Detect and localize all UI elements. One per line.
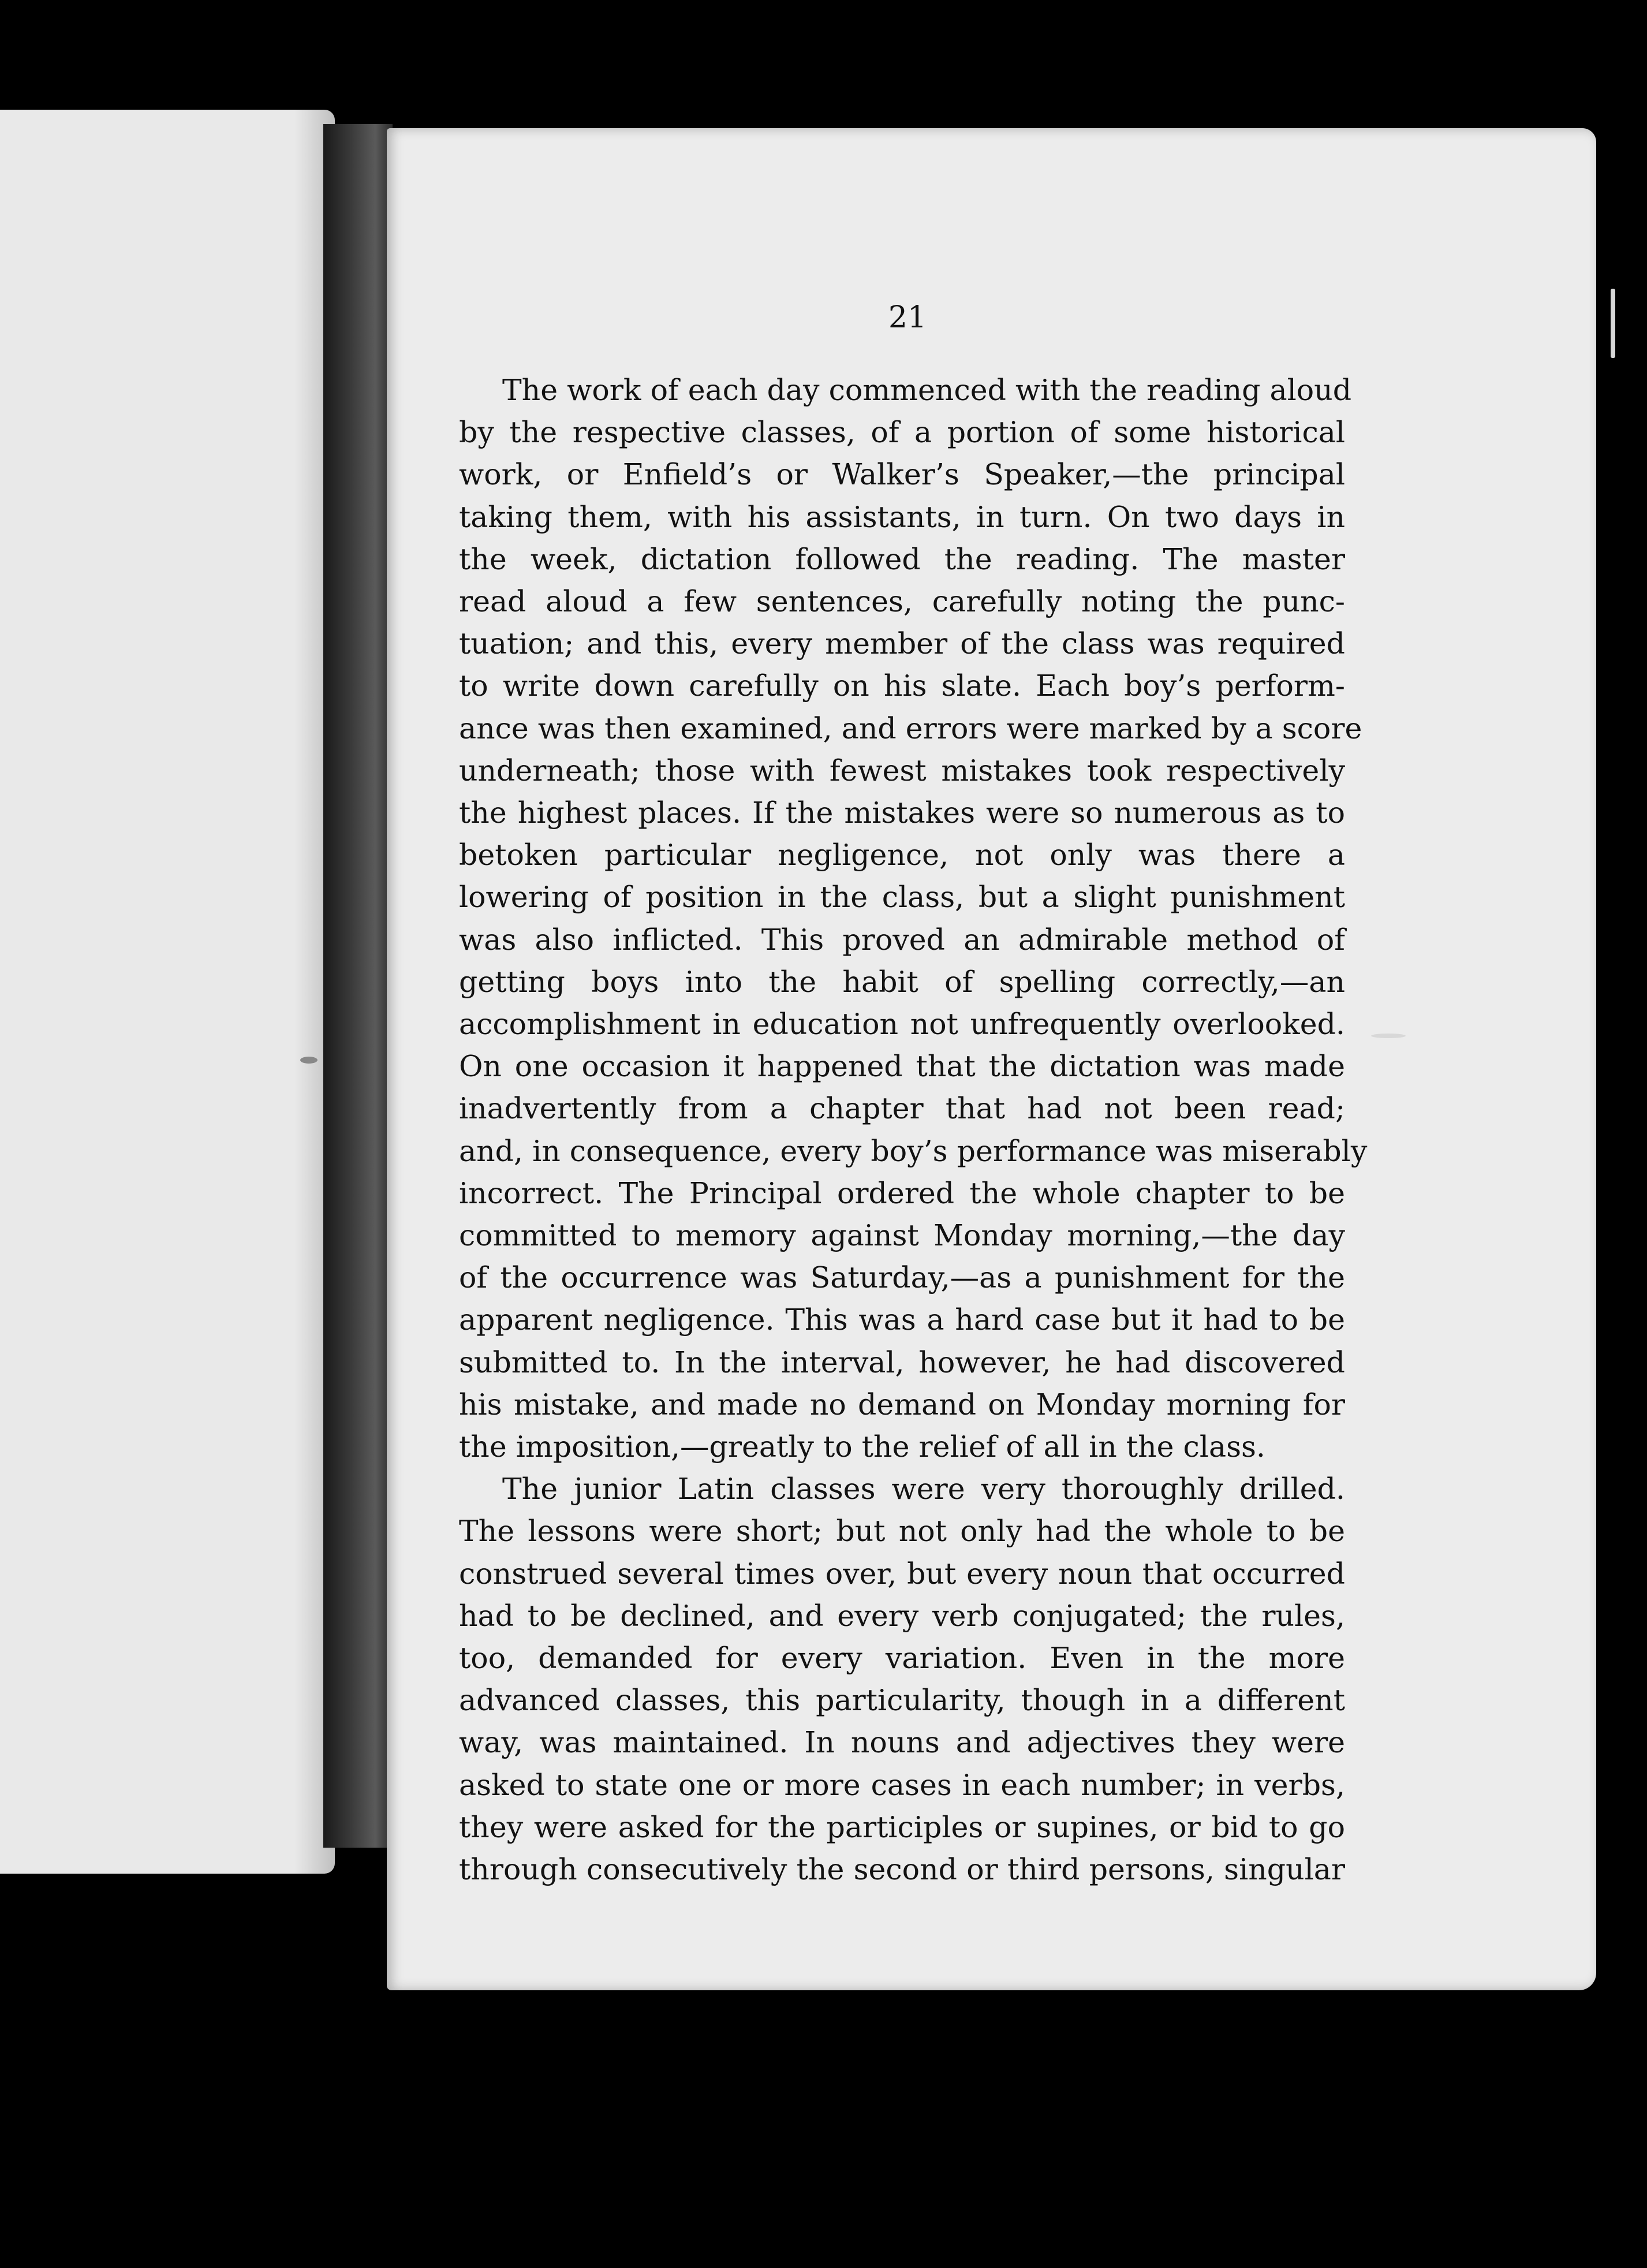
paragraph-first-line: The junior Latin classes were very thoroughly drilled. — [502, 1472, 1345, 1506]
paragraph-line: advanced classes, this particularity, though in a different — [459, 1683, 1345, 1717]
paragraph-line: and, in consequence, every boy’s performance was miserably — [459, 1134, 1368, 1168]
paragraph-line: too, demanded for every variation. Even in the more — [459, 1641, 1345, 1675]
scan-speck — [300, 1057, 318, 1064]
scan-speck — [1371, 1034, 1406, 1038]
paragraph-line: through consecutively the second or third persons, singular — [459, 1852, 1345, 1886]
paragraph-line: they were asked for the participles or supines, or bid to go — [459, 1810, 1345, 1844]
paragraph-line: construed several times over, but every noun that occurred — [459, 1557, 1345, 1591]
paragraph-line: the highest places. If the mistakes were so numerous as to — [459, 796, 1345, 830]
paragraph-line: underneath; those with fewest mistakes took respectively — [459, 753, 1345, 788]
scan-speck — [1611, 289, 1615, 358]
paragraph-line: work, or Enfield’s or Walker’s Speaker,—the principal — [459, 457, 1345, 491]
paragraph-line: of the occurrence was Saturday,—as a punishment for the — [459, 1260, 1345, 1295]
paragraph-line: lowering of position in the class, but a slight punishment — [459, 880, 1345, 914]
paragraph-line: On one occasion it happened that the dictation was made — [459, 1049, 1345, 1083]
paragraph-line: by the respective classes, of a portion of some historical — [459, 415, 1345, 449]
paragraph-line: committed to memory against Monday morning,—the day — [459, 1218, 1345, 1252]
paragraph-line: the week, dictation followed the reading. The master — [459, 542, 1345, 576]
paragraph-line: taking them, with his assistants, in turn. On two days in — [459, 500, 1345, 534]
paragraph-line: getting boys into the habit of spelling correctly,—an — [459, 965, 1345, 999]
paragraph-line: submitted to. In the interval, however, he had discovered — [459, 1345, 1345, 1379]
paragraph-line: betoken particular negligence, not only was there a — [459, 838, 1345, 872]
left-page — [0, 110, 335, 1874]
paragraph-line: the imposition,—greatly to the relief of all in the class. — [459, 1430, 1265, 1464]
paragraph-line: incorrect. The Principal ordered the whole chapter to be — [459, 1176, 1345, 1210]
paragraph-line: read aloud a few sentences, carefully noting the punc- — [459, 584, 1345, 618]
page-number: 21 — [888, 300, 927, 335]
paragraph-line: ance was then examined, and errors were marked by a score — [459, 711, 1362, 745]
paragraph-line: tuation; and this, every member of the class was required — [459, 626, 1345, 661]
paragraph-line: accomplishment in education not unfrequently overlooked. — [459, 1007, 1345, 1041]
paragraph-first-line: The work of each day commenced with the reading aloud — [502, 373, 1352, 407]
paragraph-line: to write down carefully on his slate. Each boy’s perform- — [459, 669, 1345, 703]
paragraph-line: way, was maintained. In nouns and adjectives they were — [459, 1725, 1345, 1759]
paragraph-line: The lessons were short; but not only had the whole to be — [459, 1514, 1345, 1548]
paragraph-line: asked to state one or more cases in each number; in verbs, — [459, 1768, 1345, 1802]
paragraph-line: apparent negligence. This was a hard case but it had to be — [459, 1303, 1345, 1337]
paragraph-line: his mistake, and made no demand on Monday morning for — [459, 1387, 1345, 1422]
book-gutter — [323, 124, 393, 1848]
paragraph-line: inadvertently from a chapter that had not been read; — [459, 1091, 1345, 1125]
paragraph-line: had to be declined, and every verb conjugated; the rules, — [459, 1599, 1345, 1633]
paragraph-line: was also inflicted. This proved an admirable method of — [459, 923, 1345, 957]
